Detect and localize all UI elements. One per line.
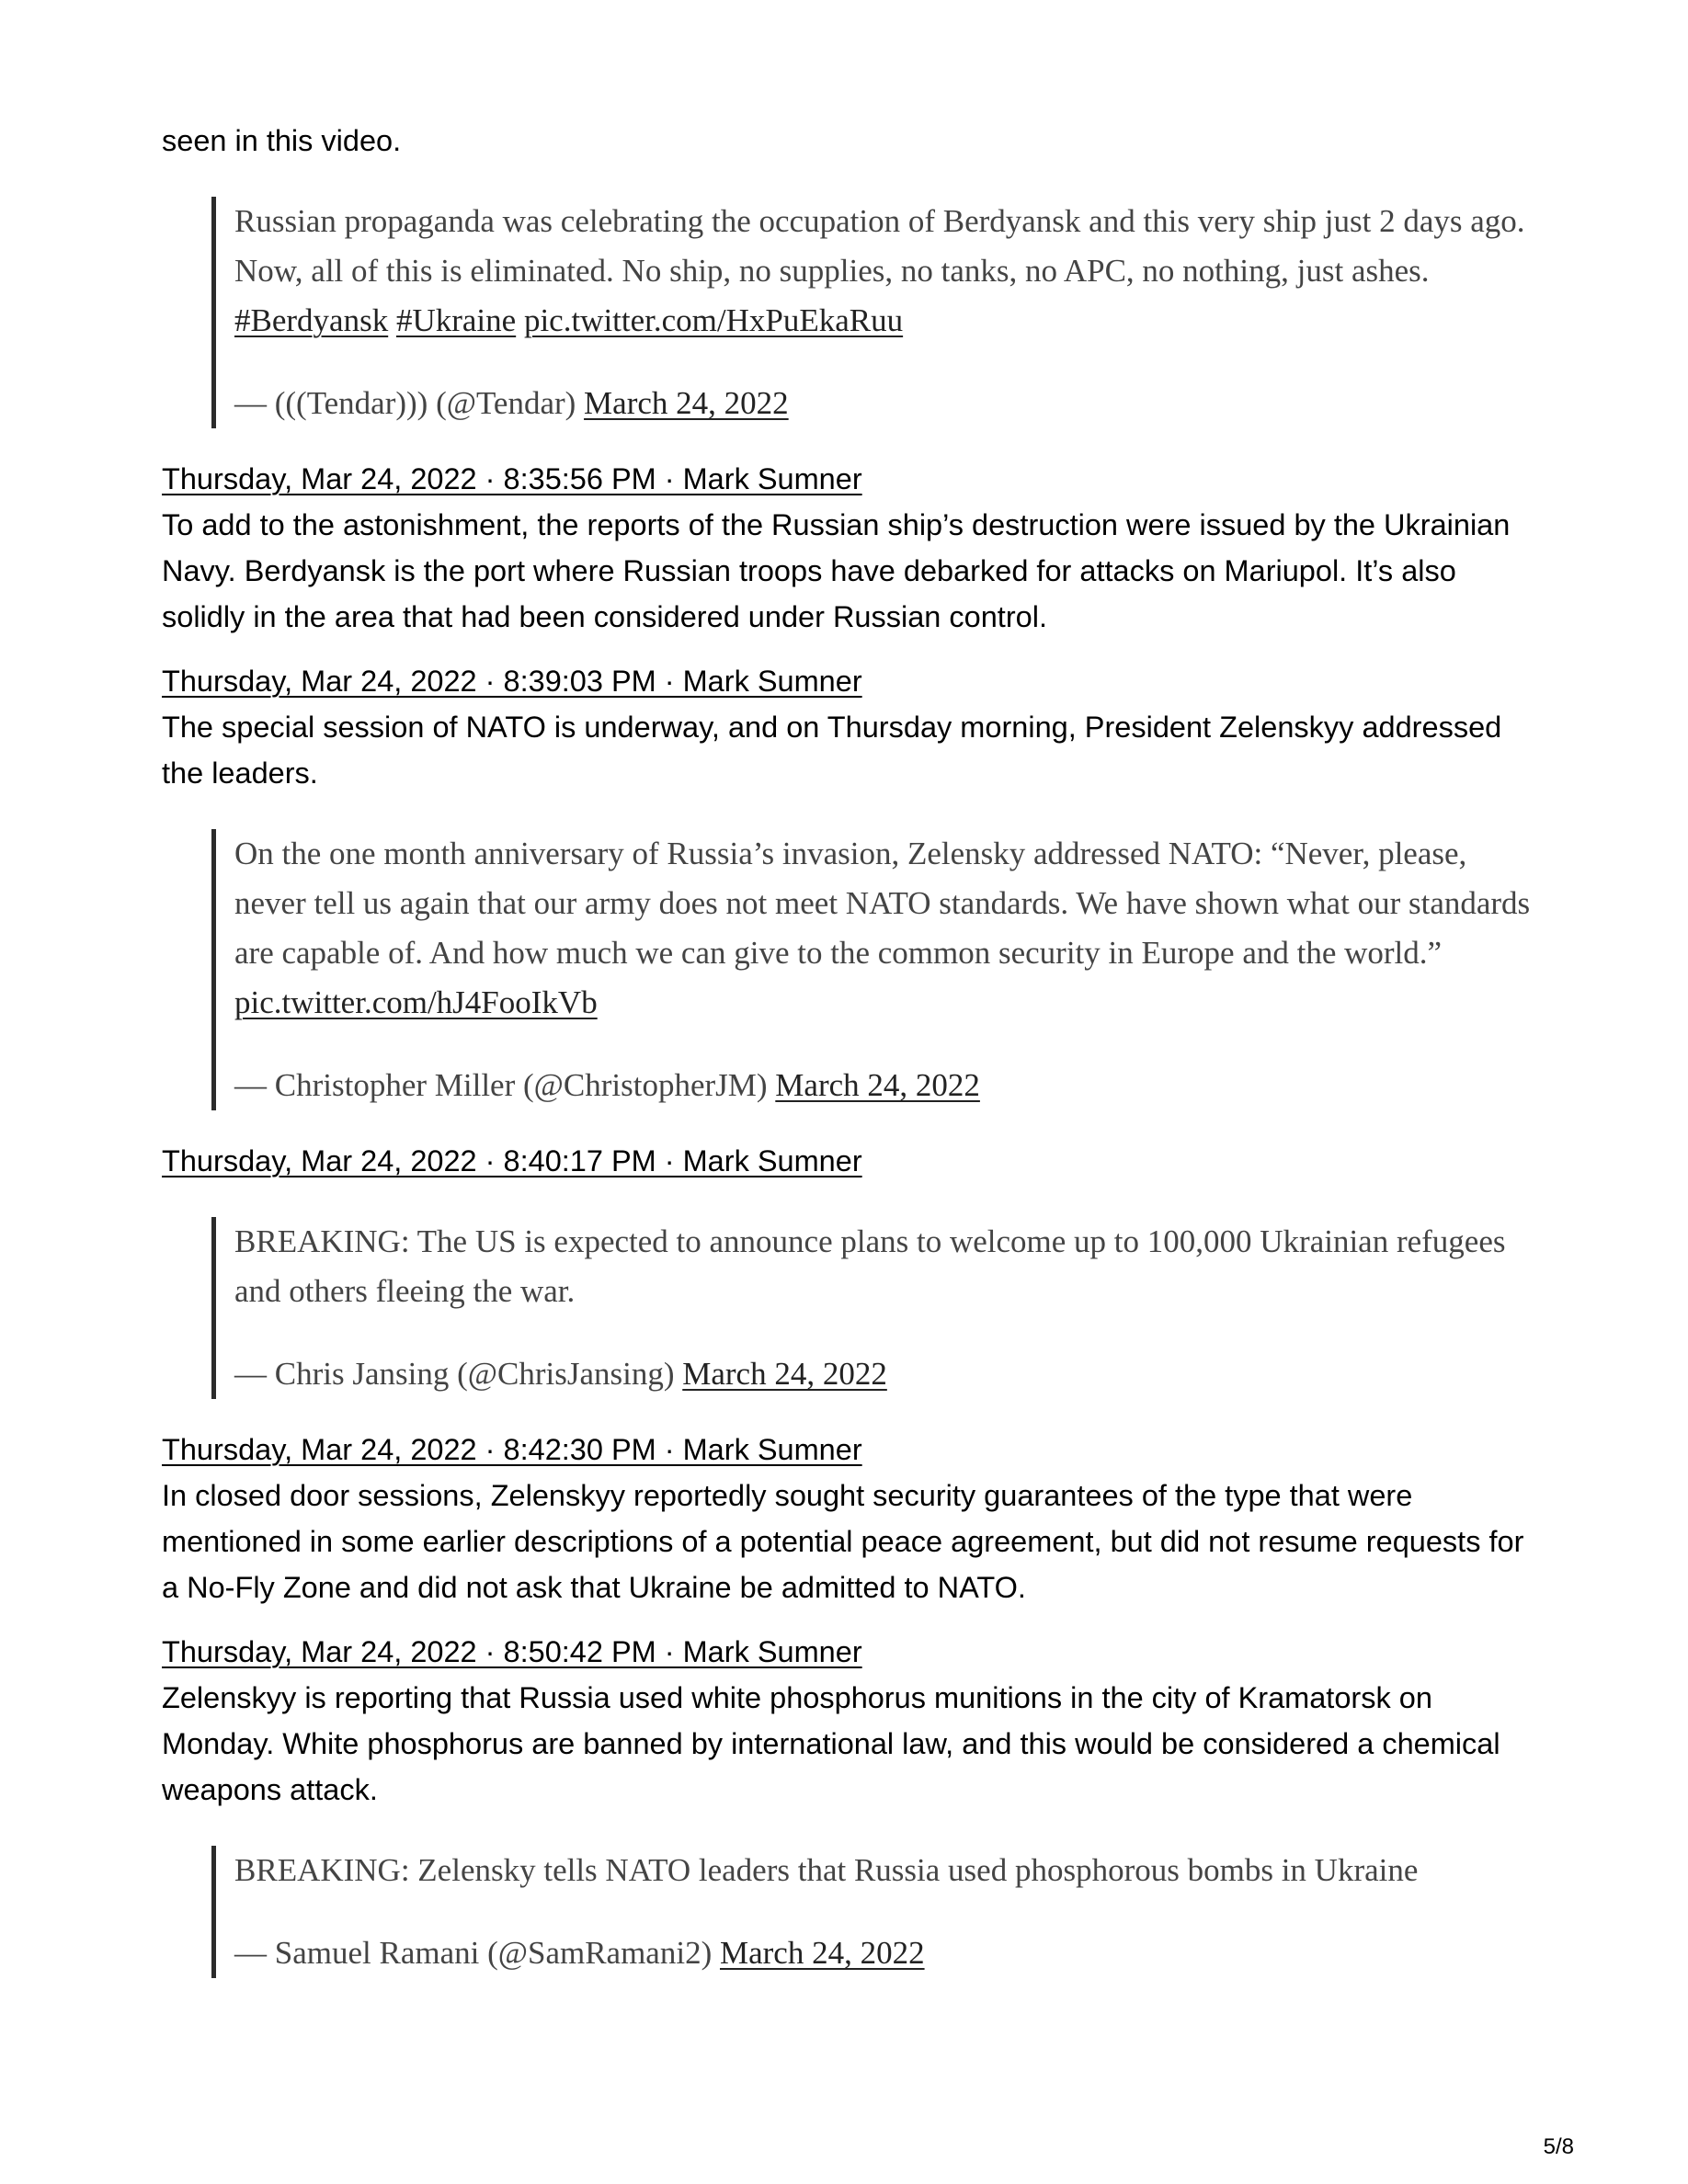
embedded-tweet-chris-jansing <box>211 1217 1541 1399</box>
tweet-author: — Christopher Miller (@ChristopherJM) <box>234 1067 776 1103</box>
tweet-author: — (((Tendar))) (@Tendar) <box>234 385 585 421</box>
tweet-text <box>234 829 1541 1028</box>
tweet-attribution <box>234 379 1541 428</box>
entry-timestamp-link[interactable]: Thursday, Mar 24, 2022 · 8:39:03 PM · Mark Sumner <box>162 665 862 698</box>
intro-text: seen in this video. <box>162 124 402 157</box>
live-update-entry <box>162 658 1541 796</box>
entry-text: To add to the astonishment, the reports of the Russian ship’s destruction were issued by the Ukrainian Navy. Berdyansk is the port where Russian troops have debarked for attacks on Mariupol. It’s also solidly in the area that had been considered under Russian control. <box>162 508 1511 633</box>
article-content <box>162 118 1541 2006</box>
tweet-date-link[interactable]: March 24, 2022 <box>719 1935 925 1971</box>
tweet-text: BREAKING: The US is expected to announce plans to welcome up to 100,000 Ukrainian refugees and others fleeing the war. <box>234 1223 1506 1309</box>
entry-text: Zelenskyy is reporting that Russia used white phosphorus munitions in the city of Kramatorsk on Monday. White phosphorus are banned by international law, and this would be considered a chemical weapons attack. <box>162 1681 1500 1806</box>
embedded-tweet-tendar <box>211 197 1541 428</box>
hashtag-berdyansk-link[interactable]: #Berdyansk <box>234 302 389 338</box>
embedded-tweet-samuel-ramani <box>211 1846 1541 1978</box>
entry-timestamp-link[interactable]: Thursday, Mar 24, 2022 · 8:35:56 PM · Mark Sumner <box>162 462 862 495</box>
tweet-attribution <box>234 1349 1541 1399</box>
tweet-attribution <box>234 1061 1541 1110</box>
tweet-text: BREAKING: Zelensky tells NATO leaders that Russia used phosphorous bombs in Ukraine <box>234 1852 1419 1888</box>
live-update-entry <box>162 456 1541 640</box>
page-number: 5/8 <box>1543 2134 1574 2159</box>
tweet-author: — Samuel Ramani (@SamRamani2) <box>234 1935 720 1971</box>
tweet-text <box>234 197 1541 346</box>
embedded-tweet-christopher-miller <box>211 829 1541 1110</box>
entry-timestamp-link[interactable]: Thursday, Mar 24, 2022 · 8:40:17 PM · Mark Sumner <box>162 1144 862 1177</box>
entry-text: The special session of NATO is underway, and on Thursday morning, President Zelenskyy addressed the leaders. <box>162 711 1502 790</box>
tweet-date-link[interactable]: March 24, 2022 <box>775 1067 980 1103</box>
tweet-date-link[interactable]: March 24, 2022 <box>584 385 789 421</box>
tweet-body: Russian propaganda was celebrating the occupation of Berdyansk and this very ship just 2 days ago. Now, all of this is eliminated. No ship, no supplies, no tanks, no APC, no nothing, just ashes. <box>234 203 1525 289</box>
tweet-body: On the one month anniversary of Russia’s invasion, Zelensky addressed NATO: “Never, please, never tell us again that our army does not meet NATO standards. We have shown what our standards are capable of. And how much we can give to the common security in Europe and the world.” <box>234 836 1531 971</box>
tweet-date-link[interactable]: March 24, 2022 <box>682 1356 887 1392</box>
live-update-entry <box>162 1629 1541 1813</box>
tweet-pic-link[interactable]: pic.twitter.com/HxPuEkaRuu <box>523 302 904 338</box>
live-update-entry <box>162 1138 1541 1184</box>
entry-timestamp-link[interactable]: Thursday, Mar 24, 2022 · 8:50:42 PM · Mark Sumner <box>162 1635 862 1668</box>
entry-text: In closed door sessions, Zelenskyy reportedly sought security guarantees of the type that were mentioned in some earlier descriptions of a potential peace agreement, but did not resume requests for a No-Fly Zone and did not ask that Ukraine be admitted to NATO. <box>162 1479 1524 1604</box>
tweet-author: — Chris Jansing (@ChrisJansing) <box>234 1356 683 1392</box>
live-update-entry <box>162 1427 1541 1610</box>
hashtag-ukraine-link[interactable]: #Ukraine <box>395 302 517 338</box>
tweet-pic-link[interactable]: pic.twitter.com/hJ4FooIkVb <box>234 984 598 1020</box>
tweet-attribution <box>234 1928 1541 1978</box>
entry-timestamp-link[interactable]: Thursday, Mar 24, 2022 · 8:42:30 PM · Mark Sumner <box>162 1433 862 1466</box>
